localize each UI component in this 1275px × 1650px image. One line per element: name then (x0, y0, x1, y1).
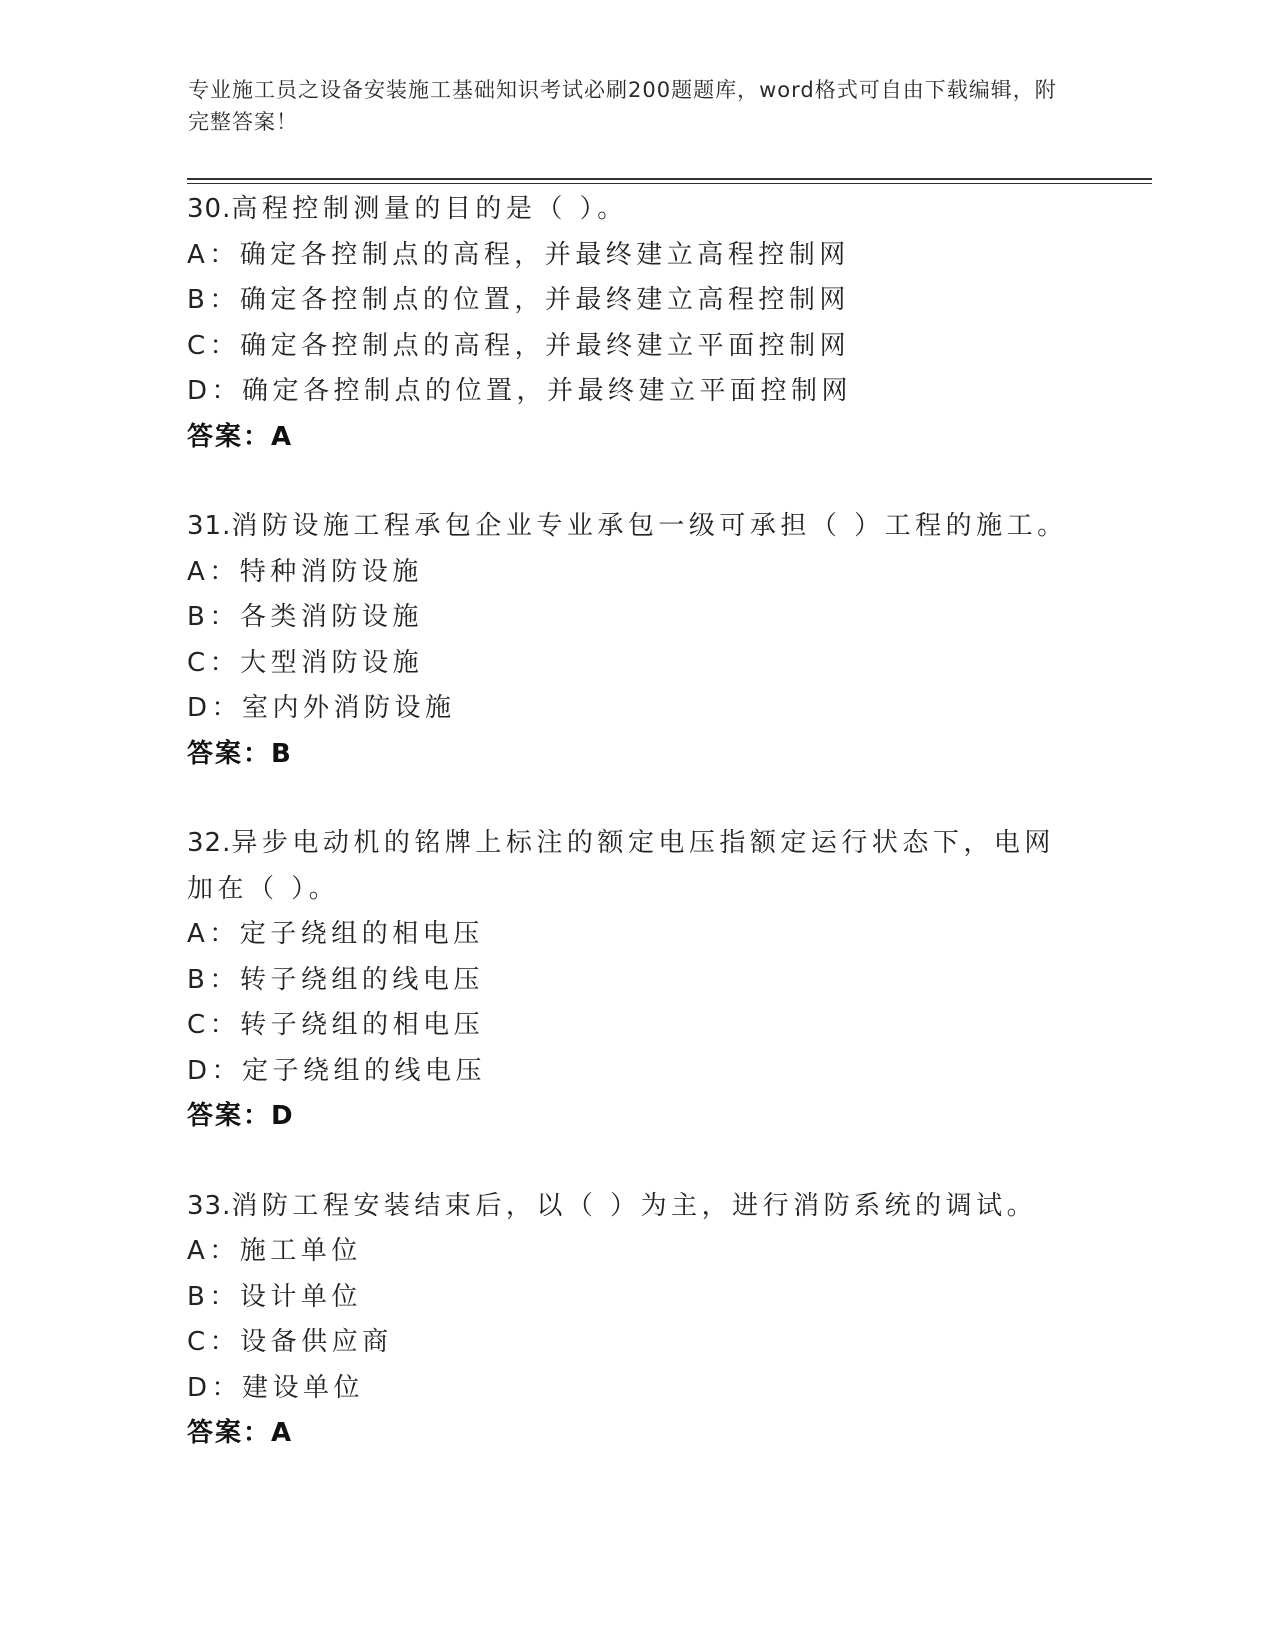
question-text: 高程控制测量的目的是（ ）。 (231, 194, 628, 224)
question-text: 消防设施工程承包企业专业承包一级可承担（ ）工程的施工。 (231, 511, 1068, 541)
answer-line: 答案：D (187, 1101, 295, 1131)
question-text: 消防工程安装结束后，以（ ）为主，进行消防系统的调试。 (231, 1190, 1038, 1221)
question-stem (187, 1184, 1087, 1230)
answer-line: 答案：B (187, 738, 293, 769)
question-stem (187, 187, 1087, 233)
option-c: C：大型消防设施 (187, 647, 424, 678)
question-number: 33. (187, 1190, 232, 1221)
option-b: B：确定各控制点的位置，并最终建立高程控制网 (187, 285, 850, 315)
option-c: C：设备供应商 (187, 1327, 393, 1357)
option-a: A：特种消防设施 (187, 556, 423, 587)
question-number: 30. (187, 194, 232, 224)
option-c: C：确定各控制点的高程，并最终建立平面控制网 (187, 330, 851, 361)
question-stem (187, 821, 1077, 912)
option-b: B：设计单位 (187, 1281, 362, 1312)
question-text: 异步电动机的铭牌上标注的额定电压指额定运行状态下，电网加在（ ）。 (187, 828, 1055, 904)
question-number: 32. (187, 828, 232, 858)
option-b: B：转子绕组的线电压 (187, 964, 484, 995)
question-32 (187, 821, 1087, 1140)
question-30 (187, 187, 1087, 460)
document-header: 专业施工员之设备安装施工基础知识考试必刷200题题库，word格式可自由下载编辑，附完整答案！ (188, 78, 1057, 134)
question-31 (187, 504, 1087, 777)
option-d: D：室内外消防设施 (187, 693, 456, 723)
option-d: D：建设单位 (187, 1372, 365, 1403)
header-divider-thin (187, 183, 1152, 184)
question-number: 31. (187, 511, 232, 541)
answer-line: 答案：A (187, 421, 294, 452)
option-a: A：定子绕组的相电压 (187, 919, 484, 949)
answer-line: 答案：A (187, 1418, 294, 1448)
option-b: B：各类消防设施 (187, 602, 423, 632)
option-d: D：确定各控制点的位置，并最终建立平面控制网 (187, 376, 853, 406)
question-33 (187, 1184, 1087, 1457)
header-divider-thick (187, 178, 1152, 180)
option-a: A：确定各控制点的高程，并最终建立高程控制网 (187, 239, 850, 270)
question-list (187, 187, 1087, 1501)
option-d: D：定子绕组的线电压 (187, 1055, 487, 1086)
option-a: A：施工单位 (187, 1236, 362, 1266)
question-stem (187, 504, 1087, 550)
option-c: C：转子绕组的相电压 (187, 1010, 485, 1040)
